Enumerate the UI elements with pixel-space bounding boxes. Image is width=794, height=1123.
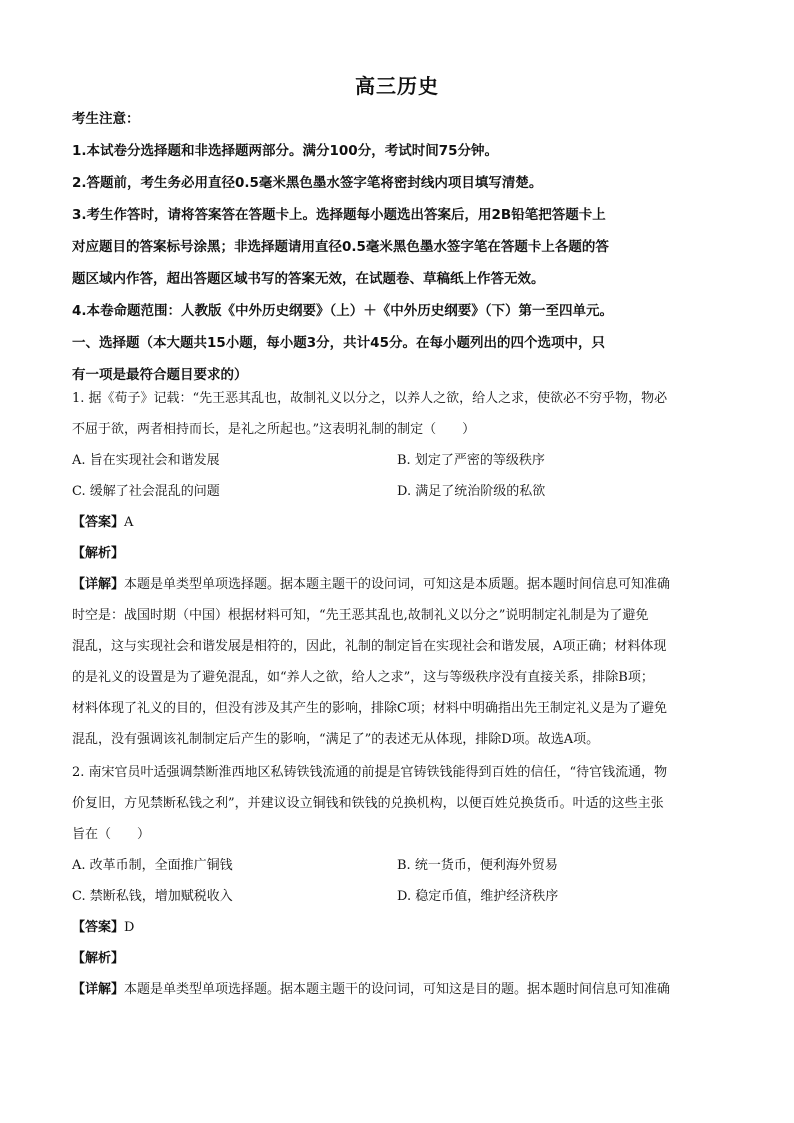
notice-line: 2.答题前，考生务必用直径0.5毫米黑色墨水签字笔将密封线内项目填写清楚。: [72, 175, 543, 191]
option-d: D. 满足了统治阶级的私欲: [397, 484, 546, 499]
question-2: [72, 757, 732, 1005]
detail-line: 混乱，这与实现社会和谐发展是相符的，因此，礼制的制定旨在实现社会和谐发展，A项正确；材料体现: [72, 639, 667, 654]
notice-section: [72, 103, 732, 391]
answer-tag: 【答案】: [72, 515, 125, 530]
options-row: [72, 850, 732, 881]
notice-line: 对应题目的答案标号涂黑；非选择题请用直径0.5毫米黑色墨水签字笔在答题卡上各题的答: [72, 239, 609, 255]
answer-line: [72, 912, 732, 943]
question-1: [72, 383, 732, 755]
option-b: B. 统一货币，便利海外贸易: [397, 858, 558, 873]
option-a: A. 旨在实现社会和谐发展: [72, 453, 220, 468]
detail-line: 材料体现了礼义的目的，但没有涉及其产生的影响，排除C项；材料中明确指出先王制定礼义是为了避免: [72, 701, 667, 716]
detail-tag: 【详解】: [72, 982, 125, 997]
detail-line: [72, 974, 732, 1005]
question-stem-line: 价复旧，方见禁断私钱之利”，并建议设立铜钱和铁钱的兑换机构，以便百姓兑换货币。叶适的这些主张: [72, 796, 664, 811]
question-stem-line: 1. 据《荀子》记载：“先王恶其乱也，故制礼义以分之，以养人之欲，给人之求，使欲必不穷乎物，物必: [72, 391, 668, 406]
options-row: [72, 476, 732, 507]
section-heading-line: 一、选择题（本大题共15小题，每小题3分，共计45分。在每小题列出的四个选项中，只: [72, 335, 605, 351]
answer-value: D: [124, 920, 135, 935]
page-title: 高三历史: [355, 74, 439, 98]
option-b: B. 划定了严密的等级秩序: [397, 453, 545, 468]
option-d: D. 稳定币值，维护经济秩序: [397, 889, 559, 904]
notice-line: 1.本试卷分选择题和非选择题两部分。满分100分，考试时间75分钟。: [72, 143, 498, 159]
notice-line: 题区域内作答，超出答题区域书写的答案无效，在试题卷、草稿纸上作答无效。: [72, 271, 545, 287]
detail-line: 时空是：战国时期（中国）根据材料可知，“先王恶其乱也,故制礼义以分之”说明制定礼制是为了避免: [72, 608, 649, 623]
detail-tag: 【详解】: [72, 577, 125, 592]
detail-line: 的是礼义的设置是为了避免混乱，如“养人之欲，给人之求”，这与等级秩序没有直接关系，排除B项；: [72, 670, 654, 685]
answer-value: A: [124, 515, 134, 530]
section-heading-line: 有一项是最符合题目要求的）: [72, 367, 248, 383]
question-stem-line: 2. 南宋官员叶适强调禁断淮西地区私铸铁钱流通的前提是官铸铁钱能得到百姓的信任，“待官钱流通，物: [72, 765, 668, 780]
notice-heading: 考生注意：: [72, 111, 140, 127]
options-row: [72, 881, 732, 912]
answer-line: [72, 507, 732, 538]
analysis-tag: 【解析】: [72, 951, 125, 966]
option-a: A. 改革币制，全面推广铜钱: [72, 858, 233, 873]
notice-line: 4.本卷命题范围：人教版《中外历史纲要》（上）＋《中外历史纲要》（下）第一至四单元。: [72, 303, 614, 319]
answer-tag: 【答案】: [72, 920, 125, 935]
analysis-tag: 【解析】: [72, 546, 125, 561]
options-row: [72, 445, 732, 476]
detail-line: [72, 569, 732, 600]
detail-text: 本题是单类型单项选择题。据本题主题干的设问词，可知这是目的题。据本题时间信息可知准确: [124, 982, 671, 997]
option-c: C. 缓解了社会混乱的问题: [72, 484, 220, 499]
option-c: C. 禁断私钱，增加赋税收入: [72, 889, 233, 904]
question-stem-line: 旨在（ ）: [72, 827, 151, 842]
detail-line: 混乱，没有强调该礼制制定后产生的影响，“满足了”的表述无从体现，排除D项。故选A项。: [72, 732, 600, 747]
detail-text: 本题是单类型单项选择题。据本题主题干的设问词，可知这是本质题。据本题时间信息可知准确: [124, 577, 671, 592]
notice-line: 3.考生作答时，请将答案答在答题卡上。选择题每小题选出答案后，用2B铅笔把答题卡上: [72, 207, 606, 223]
question-stem-line: 不屈于欲，两者相持而长，是礼之所起也。”这表明礼制的制定（ ）: [72, 422, 476, 437]
